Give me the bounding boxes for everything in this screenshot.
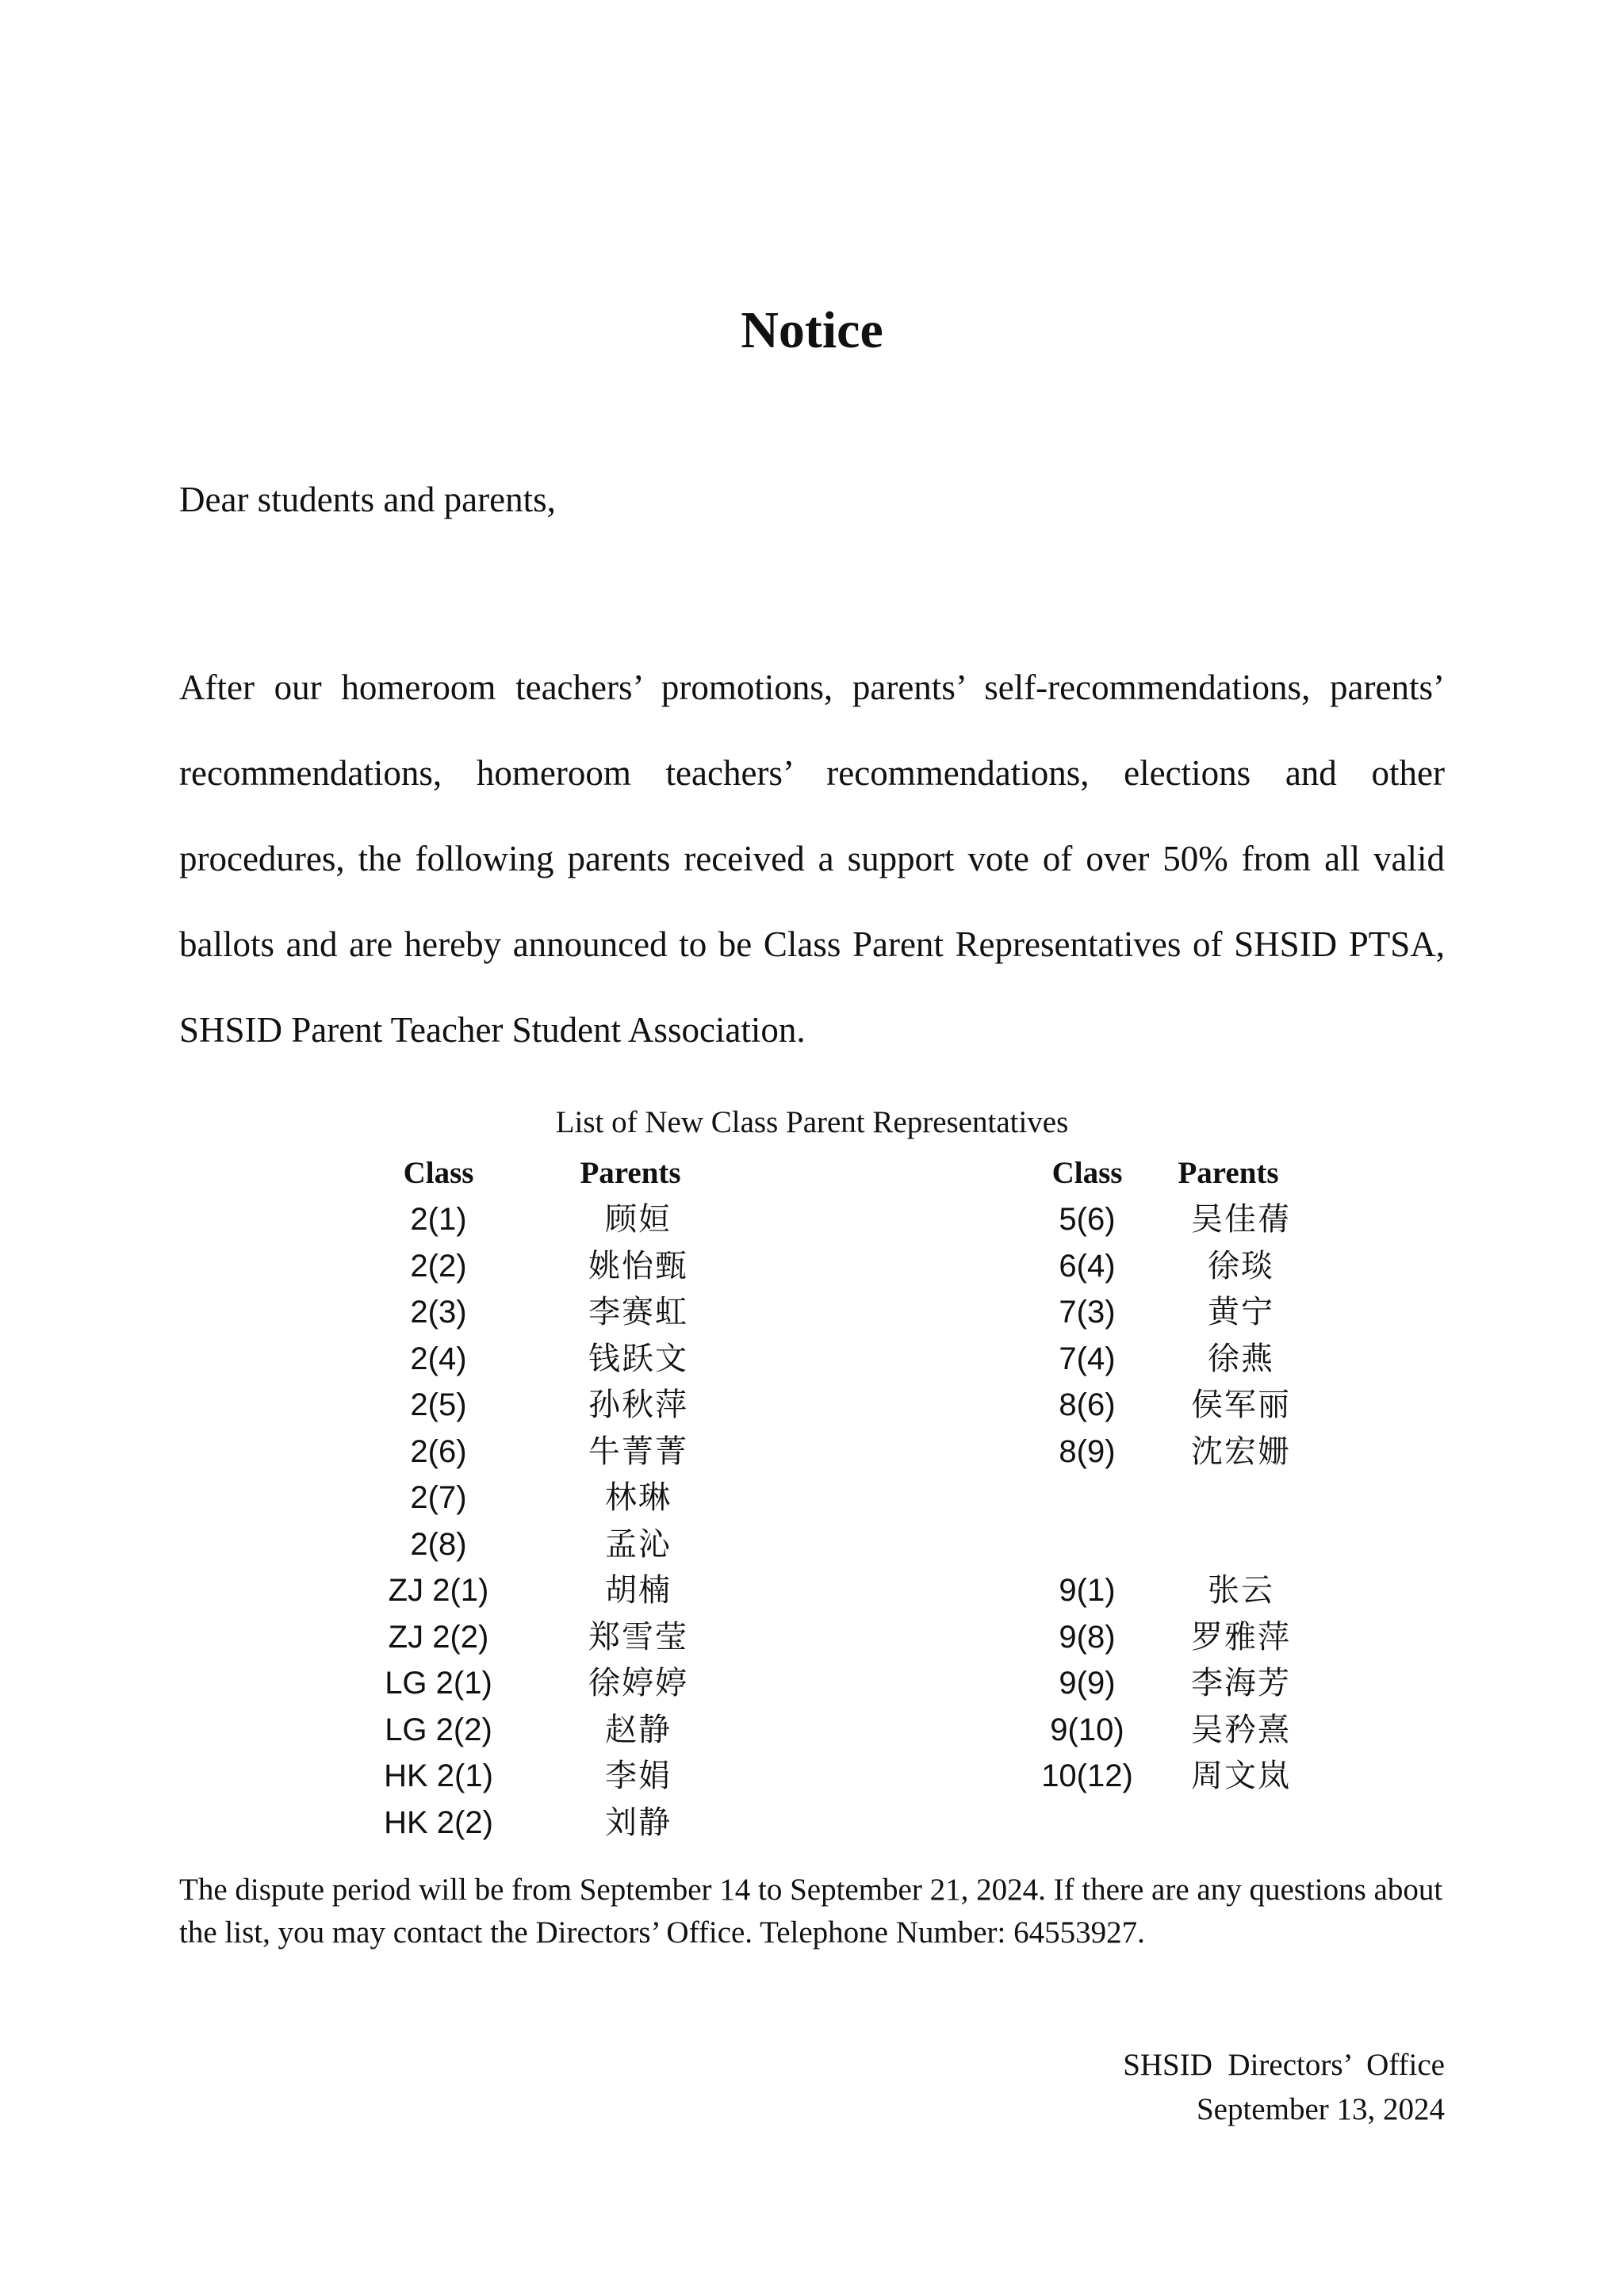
parent-name-cell: 李娟: [605, 1758, 672, 1794]
parent-name-cell: 郑雪莹: [588, 1618, 688, 1655]
parent-name-cell: 吴佳蒨: [1191, 1201, 1291, 1238]
signature-block: [1123, 2043, 1445, 2132]
dispute-notice: The dispute period will be from September 14 to September 21, 2024. If there are any questions about the list, you may contact the Directors’ Office. Telephone Number: 64553927.: [179, 1873, 1443, 1950]
class-cell: 7(3): [1059, 1295, 1116, 1330]
right-parents-header: Parents: [1178, 1156, 1279, 1190]
class-cell: 2(6): [410, 1433, 467, 1469]
class-cell: 5(6): [1059, 1202, 1116, 1237]
parent-name-cell: 侯军丽: [1191, 1387, 1291, 1423]
left-parents-header: Parents: [580, 1156, 681, 1190]
class-cell: 6(4): [1059, 1248, 1116, 1284]
left-class-header: Class: [403, 1156, 474, 1190]
class-cell: 2(7): [410, 1480, 467, 1515]
class-cell: 8(9): [1059, 1433, 1116, 1469]
right-class-header: Class: [1051, 1156, 1123, 1190]
parent-name-cell: 沈宏姗: [1191, 1433, 1291, 1470]
class-cell: 9(9): [1059, 1666, 1116, 1701]
parent-name-cell: 刘静: [605, 1804, 672, 1841]
signature-office: SHSID Directors’ Office: [1123, 2048, 1445, 2082]
parent-name-cell: 钱跃文: [588, 1340, 688, 1377]
greeting: Dear students and parents,: [179, 480, 556, 519]
class-cell: HK 2(1): [384, 1758, 493, 1793]
parent-name-cell: 徐琰: [1208, 1247, 1274, 1284]
class-cell: 2(8): [410, 1526, 467, 1562]
class-cell: 2(3): [410, 1295, 467, 1330]
parent-name-cell: 孟沁: [605, 1525, 672, 1563]
signature-date: September 13, 2024: [1196, 2092, 1445, 2126]
class-cell: 10(12): [1041, 1758, 1133, 1793]
page-title: Notice: [741, 301, 883, 359]
parent-name-cell: 赵静: [605, 1711, 672, 1748]
class-cell: 9(1): [1059, 1573, 1116, 1608]
body-paragraph: After our homeroom teachers’ promotions, parents’ self-recommendations, parents’ recommendations, homeroom teachers’ recommendations, elections and other procedures, the following parents received a support vote of over 50% from all valid ballots and are hereby announced to be Class Parent Representatives of SHSID PTSA, SHSID Parent Teacher Student Association.: [179, 668, 1445, 1050]
parent-name-cell: 徐燕: [1208, 1340, 1274, 1377]
parent-name-cell: 孙秋萍: [588, 1387, 688, 1423]
class-cell: 8(6): [1059, 1387, 1116, 1422]
parent-name-cell: 姚怡甄: [588, 1247, 688, 1284]
class-cell: 9(10): [1050, 1712, 1124, 1747]
class-cell: 2(2): [410, 1248, 467, 1284]
parent-name-cell: 李赛虹: [588, 1294, 688, 1330]
class-cell: ZJ 2(2): [388, 1619, 489, 1655]
parent-name-cell: 张云: [1208, 1572, 1274, 1609]
parent-name-cell: 徐婷婷: [588, 1665, 688, 1701]
class-cell: 7(4): [1059, 1341, 1116, 1376]
parent-name-cell: 黄宁: [1208, 1294, 1274, 1330]
parent-name-cell: 牛菁菁: [588, 1433, 688, 1470]
parent-name-cell: 顾姮: [605, 1201, 672, 1238]
parent-name-cell: 周文岚: [1191, 1758, 1291, 1794]
class-cell: LG 2(1): [385, 1666, 492, 1701]
class-cell: 2(5): [410, 1387, 467, 1422]
class-cell: LG 2(2): [385, 1712, 492, 1747]
class-cell: 2(4): [410, 1341, 467, 1376]
parent-name-cell: 胡楠: [605, 1572, 672, 1609]
class-cell: HK 2(2): [384, 1804, 493, 1840]
parent-name-cell: 李海芳: [1191, 1665, 1291, 1701]
parent-name-cell: 吴矜熹: [1191, 1711, 1291, 1748]
parent-name-cell: 林琳: [605, 1479, 672, 1516]
list-title: List of New Class Parent Representatives: [555, 1105, 1069, 1139]
class-cell: 2(1): [410, 1202, 467, 1237]
class-cell: 9(8): [1059, 1619, 1116, 1655]
class-cell: ZJ 2(1): [388, 1573, 489, 1608]
parent-name-cell: 罗雅萍: [1191, 1618, 1291, 1655]
